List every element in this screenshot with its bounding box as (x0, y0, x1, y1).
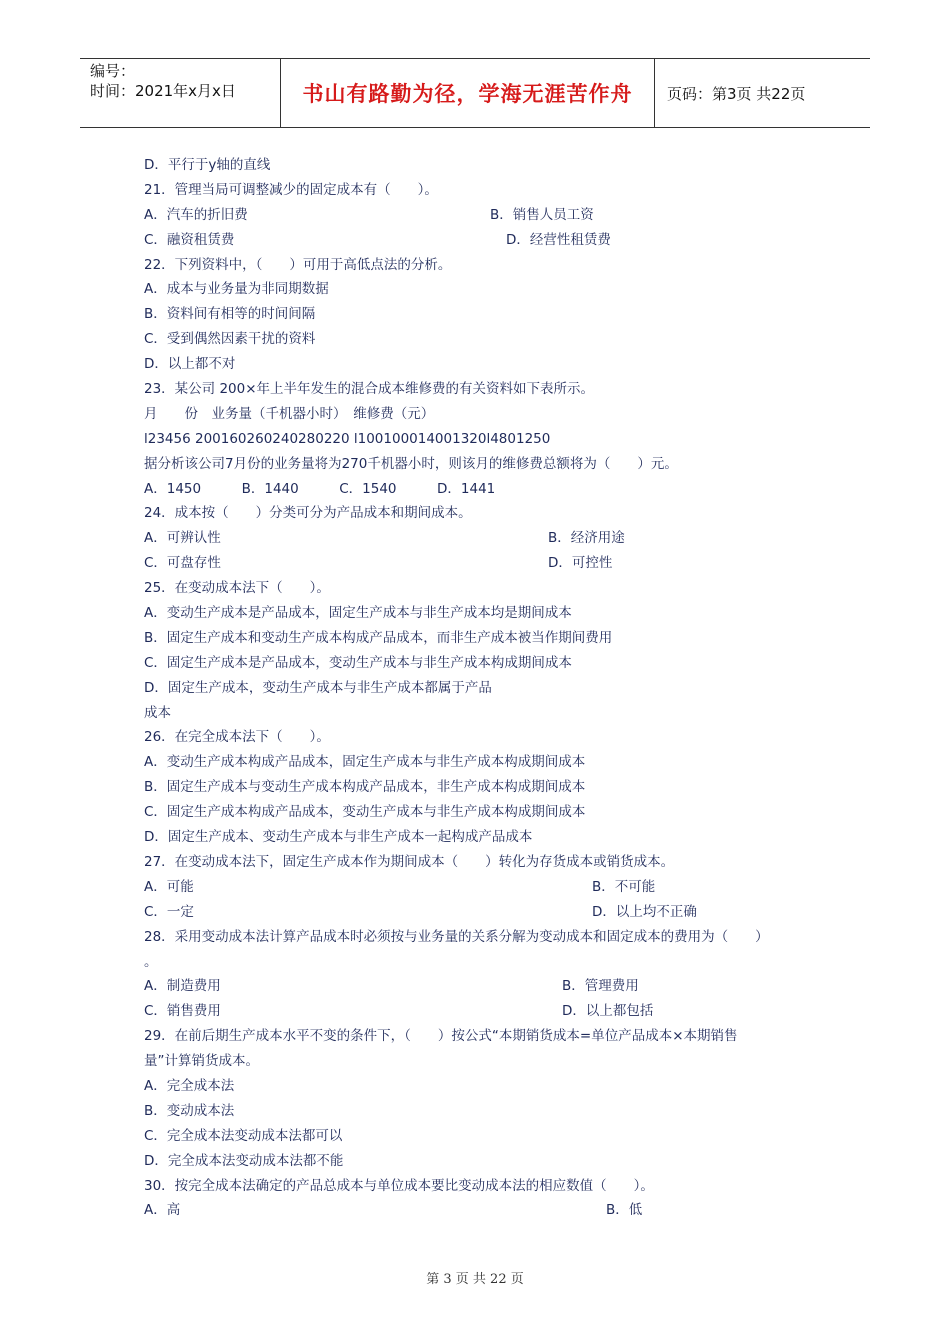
option-c: C．固定生产成本构成产品成本，变动生产成本与非生产成本构成期间成本 (144, 804, 586, 821)
question-content (144, 153, 824, 1223)
option-c: C．固定生产成本是产品成本，变动生产成本与非生产成本构成期间成本 (144, 654, 572, 671)
option-row (144, 551, 824, 576)
time-label: 时间：2021年x月x日 (90, 82, 236, 100)
option-c: C．受到偶然因素干扰的资料 (144, 331, 316, 348)
option-b: B．管理费用 (562, 978, 639, 995)
option-a: A．可辨认性 (144, 530, 221, 547)
option-d: D．可控性 (548, 555, 613, 572)
text-line: 量”计算销货成本。 (144, 1053, 259, 1070)
header-page-cell (655, 59, 870, 127)
table-header-line: 月 份 业务量（千机器小时） 维修费（元） (144, 405, 435, 422)
option-b: B．低 (606, 1202, 643, 1219)
option-d: D．经营性租赁费 (506, 231, 611, 248)
text-line: D．平行于y轴的直线 (144, 157, 271, 173)
question-21: 21．管理当局可调整减少的固定成本有（ ）。 (144, 181, 438, 198)
text-line: 。 (144, 953, 158, 970)
option-row: A．1450 B．1440 C．1540 D．1441 (144, 480, 496, 497)
text-line: 成本 (144, 704, 171, 721)
option-c: C．销售费用 (144, 1003, 221, 1020)
question-25: 25．在变动成本法下（ ）。 (144, 580, 330, 597)
option-b: B．资料间有相等的时间间隔 (144, 306, 316, 323)
option-a: A．高 (144, 1202, 181, 1219)
option-d: D．以上都包括 (562, 1003, 654, 1020)
option-row (144, 228, 824, 253)
question-29: 29．在前后期生产成本水平不变的条件下，（ ）按公式“本期销货成本=单位产品成本×本期销售 (144, 1028, 738, 1045)
option-b: B．固定生产成本与变动生产成本构成产品成本，非生产成本构成期间成本 (144, 779, 586, 796)
number-label: 编号： (90, 62, 136, 80)
question-28: 28．采用变动成本法计算产品成本时必须按与业务量的关系分解为变动成本和固定成本的费用为（ ） (144, 928, 769, 945)
option-b: B．固定生产成本和变动生产成本构成产品成本，而非生产成本被当作期间费用 (144, 629, 613, 646)
option-c: C．完全成本法变动成本法都可以 (144, 1127, 343, 1144)
option-c: C．一定 (144, 903, 194, 920)
option-d: D．完全成本法变动成本法都不能 (144, 1152, 344, 1169)
option-b: B．销售人员工资 (490, 206, 594, 223)
question-22: 22．下列资料中，（ ）可用于高低点法的分析。 (144, 256, 452, 273)
option-d: D．以上都不对 (144, 356, 236, 373)
table-data-line: l23456 200160260240280220 l100100014001320l4801250 (144, 430, 551, 447)
option-c: C．可盘存性 (144, 555, 221, 572)
question-23: 23．某公司 200×年上半年发生的混合成本维修费的有关资料如下表所示。 (144, 381, 595, 398)
option-a: A．完全成本法 (144, 1077, 235, 1094)
option-a: A．成本与业务量为非同期数据 (144, 281, 329, 298)
document-header (80, 58, 870, 128)
option-a: A．变动生产成本是产品成本，固定生产成本与非生产成本均是期间成本 (144, 605, 572, 622)
option-a: A．变动生产成本构成产品成本，固定生产成本与非生产成本构成期间成本 (144, 754, 586, 771)
option-row (144, 900, 824, 925)
option-a: A．汽车的折旧费 (144, 206, 248, 223)
option-d: D．固定生产成本、变动生产成本与非生产成本一起构成产品成本 (144, 829, 533, 846)
header-motto-cell (281, 59, 655, 127)
header-meta (80, 59, 281, 127)
question-26: 26．在完全成本法下（ ）。 (144, 729, 330, 746)
option-a: A．可能 (144, 878, 194, 895)
page-info: 页码：第3页 共22页 (667, 84, 806, 103)
question-27: 27．在变动成本法下，固定生产成本作为期间成本（ ）转化为存货成本或销货成本。 (144, 853, 675, 870)
option-b: B．变动成本法 (144, 1102, 235, 1119)
option-d: D．固定生产成本，变动生产成本与非生产成本都属于产品 (144, 679, 492, 696)
option-row (144, 1198, 824, 1223)
option-row (144, 974, 824, 999)
option-d: D．以上均不正确 (592, 903, 697, 920)
question-30: 30．按完全成本法确定的产品总成本与单位成本要比变动成本法的相应数值（ ）。 (144, 1177, 654, 1194)
text-line: 据分析该公司7月份的业务量将为270千机器小时，则该月的维修费总额将为（ ）元。 (144, 455, 678, 472)
option-b: B．不可能 (592, 878, 656, 895)
option-row (144, 526, 824, 551)
question-24: 24．成本按（ ）分类可分为产品成本和期间成本。 (144, 505, 472, 522)
option-row (144, 875, 824, 900)
option-row (144, 999, 824, 1024)
motto: 书山有路勤为径，学海无涯苦作舟 (302, 81, 633, 106)
option-a: A．制造费用 (144, 978, 221, 995)
page-footer: 第 3 页 共 22 页 (426, 1272, 524, 1287)
option-b: B．经济用途 (548, 530, 625, 547)
option-c: C．融资租赁费 (144, 231, 235, 248)
option-row (144, 203, 824, 228)
